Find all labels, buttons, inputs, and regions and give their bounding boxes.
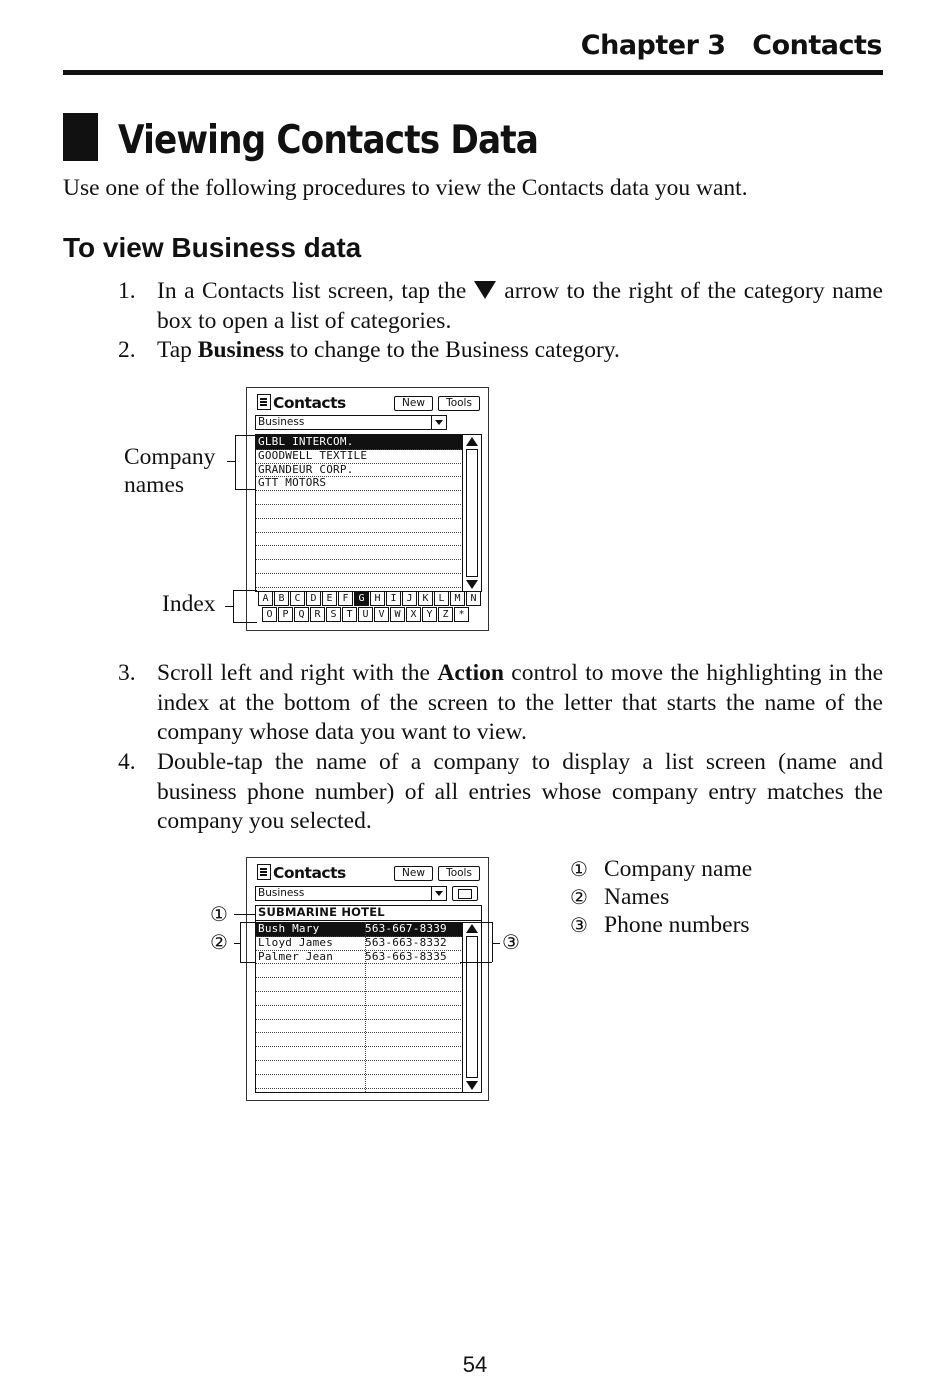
contacts-book-icon <box>257 864 271 880</box>
index-letter[interactable]: O <box>262 607 277 622</box>
index-letter[interactable]: N <box>466 591 481 606</box>
entry-name: Bush Mary <box>258 922 320 935</box>
table-row[interactable] <box>256 1005 463 1020</box>
table-row[interactable] <box>256 977 463 992</box>
callout-3: ③ <box>502 930 520 954</box>
new-button[interactable]: New <box>394 866 433 881</box>
index-letter[interactable]: D <box>306 591 321 606</box>
callout-2: ② <box>210 930 228 954</box>
entry-phone: 563-667-8339 <box>365 922 447 935</box>
new-button[interactable]: New <box>394 396 433 411</box>
scroll-up-icon[interactable] <box>466 437 478 446</box>
scroll-up-icon[interactable] <box>466 924 478 933</box>
table-row[interactable] <box>256 1032 463 1047</box>
entries-list <box>255 905 482 1093</box>
callout-1: ① <box>210 902 228 926</box>
index-letter[interactable]: H <box>370 591 385 606</box>
chapter-header <box>581 30 882 61</box>
index-letter[interactable]: * <box>454 607 469 622</box>
table-row[interactable] <box>256 991 463 1006</box>
index-letter[interactable]: J <box>402 591 417 606</box>
section-marker <box>63 113 98 161</box>
index-letter[interactable]: W <box>390 607 405 622</box>
tools-button[interactable]: Tools <box>438 396 480 411</box>
table-row[interactable] <box>256 1074 463 1089</box>
list-item[interactable] <box>256 490 463 505</box>
step-3: 3. Scroll left and right with the Action control to move the highlighting in the index at the bottom of the screen to the letter that starts the name of the company whose data you want to view. <box>118 660 884 745</box>
contacts-book-icon <box>257 394 271 410</box>
label-company-names: Company names <box>124 444 216 498</box>
entry-name: Lloyd James <box>258 935 334 949</box>
index-letter[interactable]: R <box>310 607 325 622</box>
list-item[interactable] <box>256 545 463 560</box>
chapter-number: Chapter 3 <box>580 30 726 61</box>
index-letter[interactable]: E <box>322 591 337 606</box>
chapter-name: Contacts <box>752 30 882 61</box>
index-letter[interactable]: I <box>386 591 401 606</box>
header-rule <box>63 70 883 75</box>
list-item[interactable] <box>256 504 463 519</box>
chevron-down-icon[interactable] <box>431 416 446 429</box>
index-letter[interactable]: Q <box>294 607 309 622</box>
index-letter[interactable]: S <box>326 607 341 622</box>
table-row[interactable] <box>256 936 463 951</box>
index-letter[interactable]: T <box>342 607 357 622</box>
card-view-icon[interactable] <box>452 886 478 901</box>
list-item[interactable]: GOODWELL TEXTILE <box>256 449 463 464</box>
dropdown-arrow-icon <box>474 281 496 299</box>
table-row[interactable] <box>256 963 463 978</box>
intro-text: Use one of the following procedures to view the Contacts data you want. <box>63 175 748 201</box>
index-letter[interactable]: G <box>354 591 369 606</box>
index-letter[interactable]: M <box>450 591 465 606</box>
chevron-down-icon[interactable] <box>431 887 446 900</box>
screen-title: Contacts <box>257 394 346 412</box>
entry-phone: 563-663-8332 <box>365 935 447 949</box>
scrollbar[interactable] <box>462 922 481 1092</box>
step-2: 2. Tap Business to change to the Business category. <box>118 337 620 363</box>
index-letter[interactable]: U <box>358 607 373 622</box>
index-letter[interactable]: V <box>374 607 389 622</box>
table-row[interactable] <box>256 1046 463 1061</box>
step-4: 4. Double-tap the name of a company to display a list screen (name and business phone number) of all entries whose company entry matches the company you selected. <box>118 749 883 834</box>
step-1: 1. In a Contacts list screen, tap the arrow to the right of the category name box to open a list of categories. <box>118 278 883 334</box>
tools-button[interactable]: Tools <box>438 866 480 881</box>
entry-phone: 563-663-8335 <box>365 949 447 963</box>
legend-item: ② Names <box>570 884 670 910</box>
subheading: To view Business data <box>63 232 362 263</box>
contacts-screen-2 <box>246 857 489 1101</box>
index-letter[interactable]: L <box>434 591 449 606</box>
index-letter[interactable]: F <box>338 591 353 606</box>
company-name-row: SUBMARINE HOTEL <box>256 906 481 921</box>
list-item[interactable] <box>256 573 463 588</box>
contacts-screen-1 <box>246 387 489 631</box>
list-item[interactable] <box>256 518 463 533</box>
scroll-down-icon[interactable] <box>466 1081 478 1090</box>
index-row-1 <box>258 591 482 606</box>
index-letter[interactable]: A <box>258 591 273 606</box>
entry-name: Palmer Jean <box>258 949 334 963</box>
legend-item: ③ Phone numbers <box>570 912 750 938</box>
company-list <box>255 434 482 592</box>
index-letter[interactable]: C <box>290 591 305 606</box>
index-letter[interactable]: K <box>418 591 433 606</box>
callout-legend <box>570 855 752 939</box>
index-letter[interactable]: X <box>406 607 421 622</box>
table-row[interactable] <box>256 922 463 937</box>
leader-line <box>227 461 235 462</box>
page-title: Viewing Contacts Data <box>118 118 539 163</box>
table-row[interactable] <box>256 950 463 965</box>
legend-item: ① Company name <box>570 856 753 882</box>
list-item[interactable]: GLBL INTERCOM. <box>256 435 463 450</box>
list-item[interactable] <box>256 559 463 574</box>
list-item[interactable]: GRANDEUR CORP. <box>256 463 463 478</box>
index-row-2 <box>262 607 470 622</box>
list-item[interactable] <box>256 532 463 547</box>
label-index: Index <box>162 591 216 617</box>
index-letter[interactable]: B <box>274 591 289 606</box>
table-row[interactable] <box>256 1019 463 1034</box>
scrollbar[interactable] <box>462 435 481 591</box>
category-select[interactable]: Business <box>255 415 447 430</box>
scroll-down-icon[interactable] <box>466 580 478 589</box>
index-letter[interactable]: Y <box>422 607 437 622</box>
index-letter[interactable]: P <box>278 607 293 622</box>
index-letter[interactable]: Z <box>438 607 453 622</box>
screen-title: Contacts <box>257 864 346 882</box>
table-row[interactable] <box>256 1060 463 1075</box>
page-number: 54 <box>462 1352 488 1377</box>
category-select[interactable]: Business <box>255 886 447 901</box>
list-item[interactable]: GTT MOTORS <box>256 476 463 491</box>
